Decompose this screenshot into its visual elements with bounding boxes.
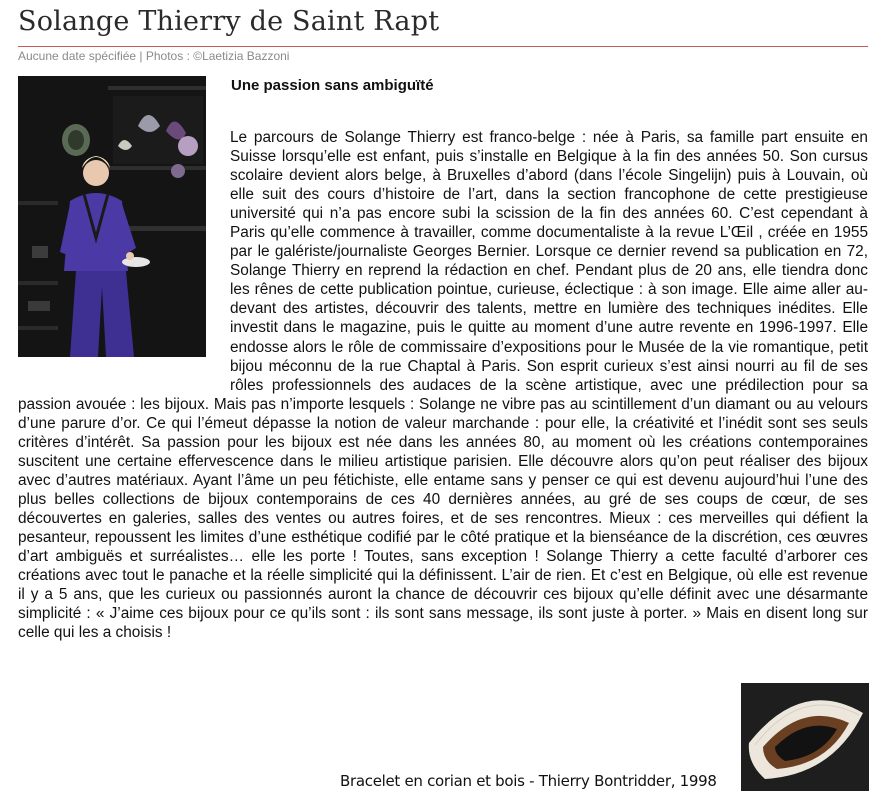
figure-caption: Bracelet en corian et bois - Thierry Bontridder, 1998 bbox=[340, 772, 717, 790]
article-meta: Aucune date spécifiée | Photos : ©Laetizia Bazzoni bbox=[18, 49, 290, 63]
article-body bbox=[18, 128, 868, 642]
bracelet-photo bbox=[741, 683, 869, 791]
page-title: Solange Thierry de Saint Rapt bbox=[18, 6, 440, 37]
image-wrap-spacer bbox=[18, 128, 230, 394]
bracelet-illustration bbox=[741, 683, 869, 791]
article-subtitle: Une passion sans ambiguïté bbox=[231, 77, 434, 94]
title-divider bbox=[18, 46, 868, 47]
article-paragraph: Le parcours de Solange Thierry est franco-belge : née à Paris, sa famille part ensuite en Suisse lorsqu’elle est enfant, puis s’installe en Belgique à la fin des années 50. Son cursus scolaire devient alors belge, à Bruxelles d’abord (dans l’école Singelijn) puis à Louvain, où elle suit des cours d’histoire de l’art, dans la section francophone de cette prestigieuse université qui n’a pas encore subi la scission de la fin des années 60. C’est cependant à Paris qu’elle commence à travailler, comme documentaliste à la revue L’Œil , créée en 1955 par le galériste/journaliste Georges Bernier. Lorsque ce dernier revend sa publication en 72, Solange Thierry en reprend la rédaction en chef. Pendant plus de 20 ans, elle tiendra donc les rênes de cette publication pointue, curieuse, éclectique : à son image. Elle aime aller au-devant des artistes, découvrir des talents, mettre en lumière des techniques inédites. Elle investit dans le magazine, puis le quitte au moment d’une autre revente en 1996-1997. Elle endosse alors le rôle de commissaire d’expositions pour le Musée de la vie romantique, petit bijou méconnu de la rue Chaptal à Paris. Son esprit curieux s’est ainsi nourri au fil de ses rôles professionnels des audaces de la scène artistique, avec une prédilection pour sa passion avouée : les bijoux. Mais pas n’importe lesquels : Solange ne vibre pas au scintillement d’un diamant ou au velours d’une parure d’or. Ce qui l’émeut dépasse la notion de valeur marchande : pour elle, la créativité et l’inédit sont ses seuls critères d’intérêt. Sa passion pour les bijoux est née dans les années 80, au moment où les créations contemporaines suscitent une certaine effervescence dans le milieu artistique parisien. Elle découvre alors qu’on peut réaliser des bijoux avec d’autres matériaux. Ayant l’âme un peu fétichiste, elle entame sans y penser ce qui est devenu aujourd’hui l’une des plus belles collections de bijoux contemporains de ces 40 dernières années, au gré de ses coups de cœur, de ses découvertes en galeries, salles des ventes ou autres foires, et de ses rencontres. Mieux : ces merveilles qui défient la pesanteur, repoussent les limites d’une esthétique codifié par le côté pratique et la bienséance de la discrétion, ces œuvres d’art ambiguës et surréalistes… elle les porte ! Toutes, sans exception ! Solange Thierry a cette faculté d’arborer ces créations avec tout le panache et la réelle simplicité qui la définissent. L’air de rien. Et c’est en Belgique, où elle est revenue il y a 5 ans, que les curieux ou passionnés auront la chance de découvrir ces bijoux qu’elle définit avec une désarmante simplicité : « J’aime ces bijoux pour ce qu’ils sont : ils sont sans message, ils sont juste à porter. » Mais en disent long sur celle qui les a choisis ! bbox=[18, 129, 868, 642]
